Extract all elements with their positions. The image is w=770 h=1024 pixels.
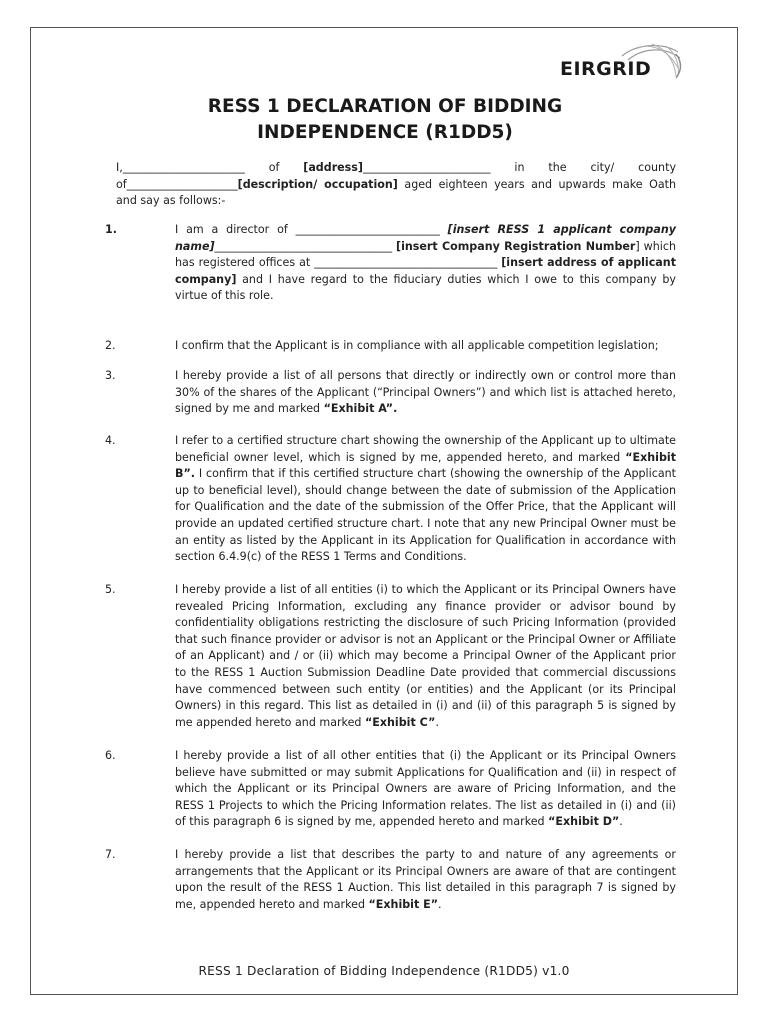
item-3-body: [175, 368, 676, 418]
item-number: 3.: [105, 369, 116, 382]
item-text: I hereby provide a list of all entities (i) to which the Applicant or its Principal Owners have revealed Pricing Information, excluding any finance provider or advisor bound by confidentiality obligations restricting the disclosure of such Pricing Information (provided that such finance provider or advisor is not an Applicant or the Principal Owner or Affiliate of an Applicant) and / or (ii) which may become a Principal Owner of the Applicant prior to the RESS 1 Auction Submission Deadline Date provided that commercial discussions have commenced between such entity (or entities) and the Applicant (or its Principal Owners) in this regard. This list as detailed in (i) and (ii) of this paragraph 5 is signed by me appended hereto and marked: [175, 583, 676, 729]
item-text: and I have regard to the fiduciary duties which I owe to this company by virtue of this role.: [175, 272, 676, 303]
eirgrid-logo: [560, 42, 680, 82]
exhibit-label: “Exhibit B”.: [175, 450, 676, 481]
item-6-body: [175, 748, 676, 831]
item-text: I hereby provide a list that describes the party to and nature of any agreements or arrangements that the Applicant or its Principal Owners are aware of that are contingent upon the result of the RESS 1 Auction. This list detailed in this paragraph 7 is signed by me, appended hereto and marked: [175, 848, 676, 911]
item-1-body: [175, 222, 676, 305]
item-2-body: [175, 338, 676, 355]
exhibit-label: “Exhibit D”: [548, 815, 620, 829]
item-text: ] which has registered offices at _________________________________: [175, 239, 676, 270]
item-text: .: [619, 815, 623, 829]
item-number: 4.: [105, 434, 116, 447]
item-number: 5.: [105, 583, 116, 596]
item-text: I confirm that if this certified structure chart (showing the ownership of the Applicant up to beneficial level), should change between the date of submission of the Application for Qualification and the date of the submission of the Offer Price, that the Applicant will provide an updated certified structure chart. I note that any new Principal Owner must be an entity as listed by the Applicant in its Application for Qualification in accordance with section 6.4.9(c) of the RESS 1 Terms and Conditions.: [175, 467, 676, 564]
item-4-body: [175, 433, 676, 566]
item-text: I hereby provide a list of all other entities that (i) the Applicant or its Principal Owners believe have submitted or may submit Applications for Qualification and (ii) in respect of which the Applicant or its Principal Owners are aware of Pricing Information, and the RESS 1 Projects to which the Pricing Information relates. The list as detailed in (i) and (ii) of this paragraph 6 is signed by me, appended hereto and marked: [175, 749, 676, 829]
item-number: 1.: [105, 223, 117, 236]
address-label: [address]: [303, 161, 363, 174]
intro-text-1: I,______________________ of: [116, 161, 304, 174]
item-text: .: [438, 897, 442, 911]
intro-text-2: _______________________ in the city/ county of____________________: [116, 161, 677, 191]
item-text: ________________________________: [214, 239, 396, 253]
exhibit-label: “Exhibit E”: [368, 897, 439, 911]
item-number: 7.: [105, 848, 116, 861]
item-text: I confirm that the Applicant is in compliance with all applicable competition legislation;: [175, 339, 659, 352]
document-title: [110, 94, 660, 146]
item-text: I am a director of __________________________: [175, 223, 448, 236]
item-5-body: [175, 582, 676, 731]
title-line-1: RESS 1 DECLARATION OF BIDDING: [207, 96, 563, 117]
item-7-body: [175, 847, 676, 913]
item-text: I refer to a certified structure chart showing the ownership of the Applicant up to ultimate beneficial owner level, which is signed by me, appended hereto, and marked: [175, 434, 676, 464]
item-number: 6.: [105, 749, 116, 762]
item-text: I hereby provide a list of all persons that directly or indirectly own or control more than 30% of the shares of the Applicant (“Principal Owners”) and which list is attached hereto, signed by me and marked: [175, 369, 676, 416]
intro-text-3: aged eighteen years and upwards make Oath and say as follows:-: [116, 177, 677, 208]
item-bold-label: [insert Company Registration Number: [396, 239, 636, 253]
item-text: .: [435, 715, 439, 729]
title-line-2: INDEPENDENCE (R1DD5): [257, 122, 513, 143]
item-number: 2.: [105, 339, 116, 352]
description-label: [description/ occupation]: [237, 177, 398, 191]
exhibit-label: “Exhibit C”: [364, 715, 436, 729]
logo-text: EIRGRID: [560, 58, 652, 80]
page-footer: RESS 1 Declaration of Bidding Independence (R1DD5) v1.0: [198, 964, 570, 978]
intro-paragraph: [116, 160, 676, 210]
item-bold-label: [insert RESS 1 applicant company name]: [175, 223, 676, 253]
exhibit-label: “Exhibit A”.: [323, 402, 398, 416]
item-bold-label: [insert address of applicant company]: [175, 256, 676, 286]
